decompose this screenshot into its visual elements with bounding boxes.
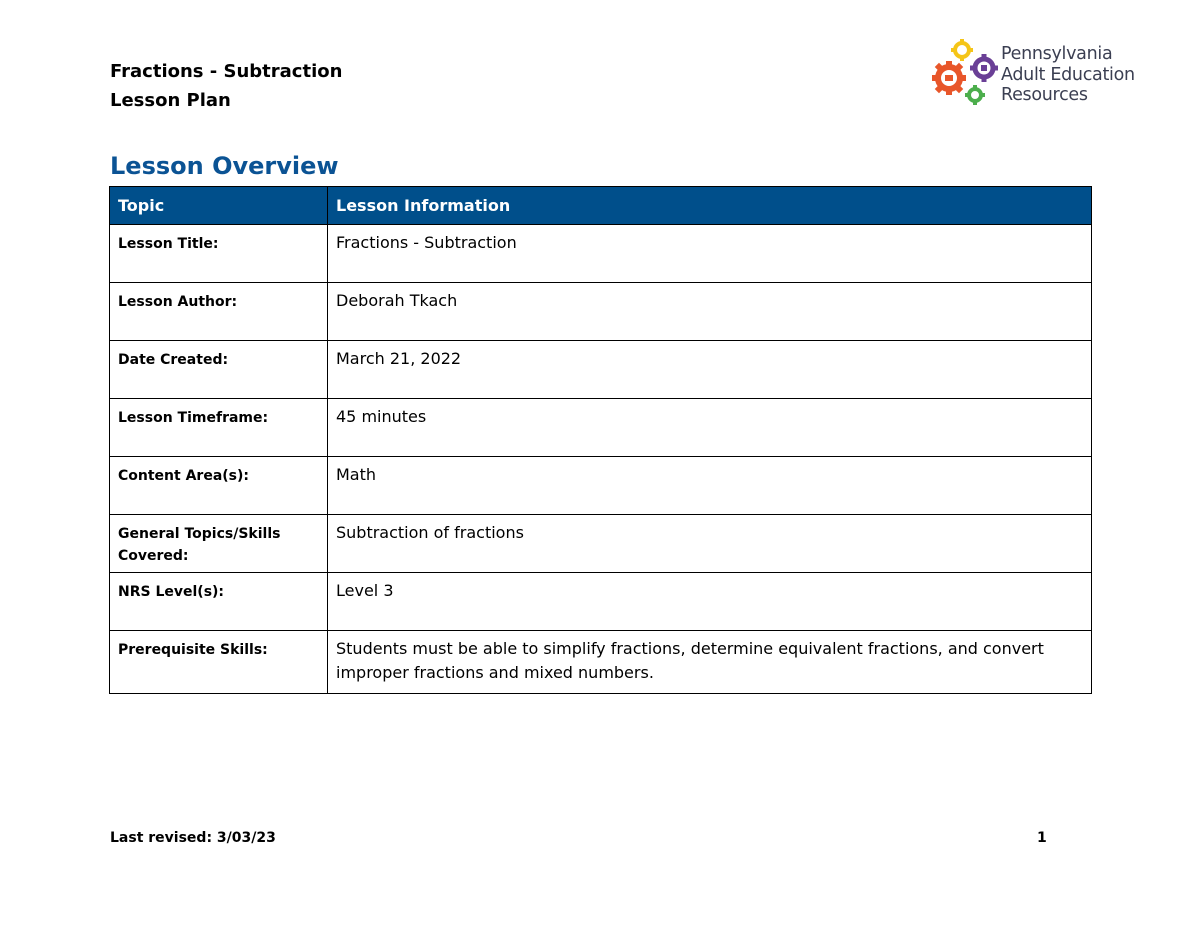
table-row: [110, 341, 1092, 399]
row-label-date-created: Date Created:: [110, 341, 328, 399]
table-row: [110, 283, 1092, 341]
row-label-lesson-title: Lesson Title:: [110, 225, 328, 283]
last-revised-footer: Last revised: 3/03/23: [110, 830, 276, 846]
row-value-lesson-title: Fractions - Subtraction: [328, 225, 1092, 283]
lesson-overview-table: [109, 186, 1092, 694]
row-label-nrs-level: NRS Level(s):: [110, 573, 328, 631]
table-header-row: [110, 187, 1092, 225]
table-row: [110, 573, 1092, 631]
row-label-prerequisite-skills: Prerequisite Skills:: [110, 631, 328, 694]
logo-line-2: Adult Education: [1001, 64, 1135, 85]
table-row: [110, 631, 1092, 694]
table-row: [110, 225, 1092, 283]
table-row: [110, 399, 1092, 457]
column-header-lesson-information: Lesson Information: [328, 187, 1092, 225]
table-row: [110, 515, 1092, 573]
row-value-lesson-timeframe: 45 minutes: [328, 399, 1092, 457]
row-label-lesson-author: Lesson Author:: [110, 283, 328, 341]
row-value-date-created: March 21, 2022: [328, 341, 1092, 399]
document-header: [110, 57, 342, 115]
table-row: [110, 457, 1092, 515]
logo-line-3: Resources: [1001, 85, 1088, 105]
document-subtitle: Lesson Plan: [110, 90, 231, 111]
row-value-nrs-level: Level 3: [328, 573, 1092, 631]
row-label-content-area: Content Area(s):: [110, 457, 328, 515]
row-value-general-topics: Subtraction of fractions: [328, 515, 1092, 573]
row-label-lesson-timeframe: Lesson Timeframe:: [110, 399, 328, 457]
document-title: Fractions - Subtraction: [110, 61, 343, 82]
row-value-lesson-author: Deborah Tkach: [328, 283, 1092, 341]
row-label-general-topics: General Topics/Skills Covered:: [110, 515, 328, 573]
logo-wordmark: [1001, 44, 1135, 106]
page-number: 1: [1037, 830, 1047, 846]
section-title: Lesson Overview: [110, 152, 339, 180]
row-value-content-area: Math: [328, 457, 1092, 515]
row-value-prerequisite-skills: Students must be able to simplify fractions, determine equivalent fractions, and convert improper fractions and mixed numbers.: [328, 631, 1092, 694]
column-header-topic: Topic: [110, 187, 328, 225]
logo-line-1: Pennsylvania: [1001, 44, 1113, 64]
